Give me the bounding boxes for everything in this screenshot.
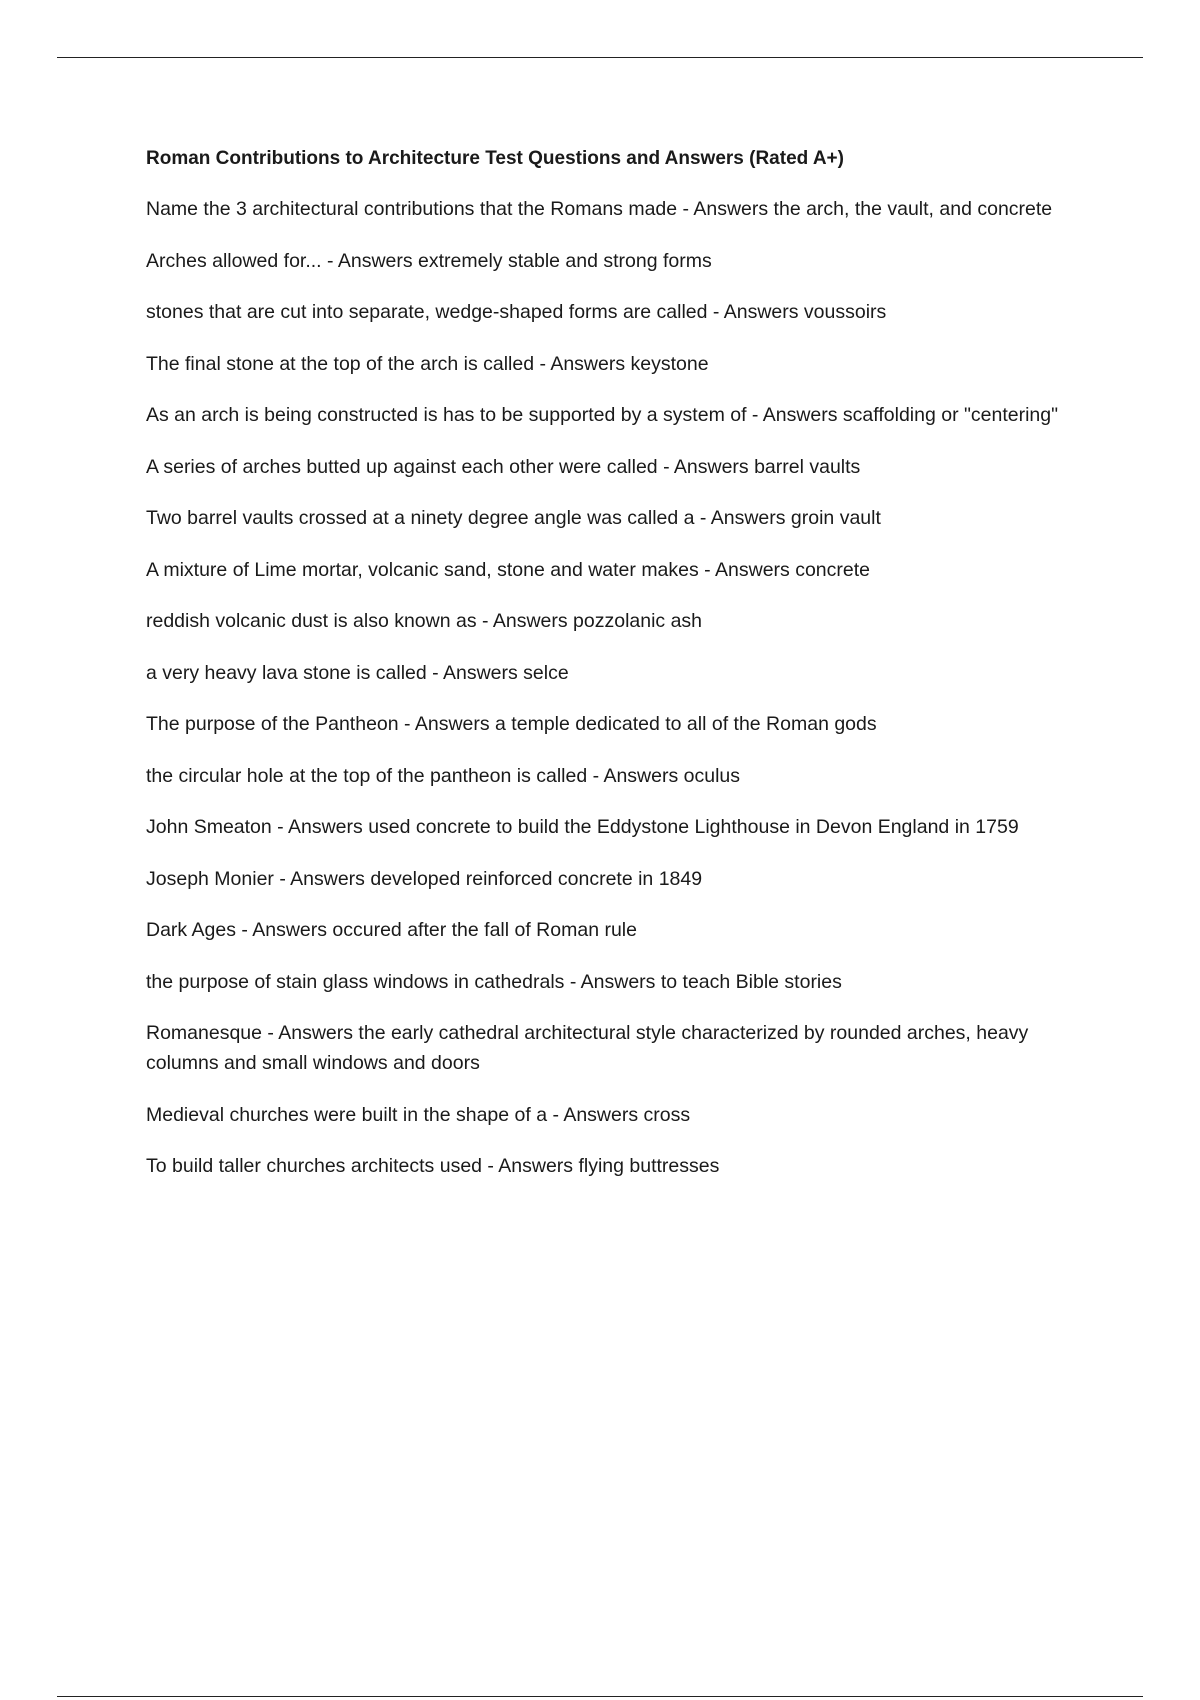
qa-item: Joseph Monier - Answers developed reinforced concrete in 1849 xyxy=(146,867,703,890)
qa-item: As an arch is being constructed is has to be supported by a system of - Answers scaffolding or "centering" xyxy=(146,404,1059,426)
qa-item: Romanesque - Answers the early cathedral architectural style characterized by rounded arches, heavy columns and small windows and doors xyxy=(146,1022,1029,1074)
qa-list xyxy=(146,194,1076,1181)
document-body xyxy=(146,144,1076,1203)
header-rule xyxy=(57,57,1143,58)
qa-item: a very heavy lava stone is called - Answers selce xyxy=(146,661,569,684)
qa-item: The purpose of the Pantheon - Answers a temple dedicated to all of the Roman gods xyxy=(146,713,877,735)
qa-item: the purpose of stain glass windows in cathedrals - Answers to teach Bible stories xyxy=(146,970,842,993)
qa-item: the circular hole at the top of the pantheon is called - Answers oculus xyxy=(146,764,741,787)
qa-item: stones that are cut into separate, wedge-shaped forms are called - Answers voussoirs xyxy=(146,301,887,323)
qa-item: Dark Ages - Answers occured after the fall of Roman rule xyxy=(146,919,637,941)
qa-item: To build taller churches architects used - Answers flying buttresses xyxy=(146,1155,720,1177)
qa-item: Medieval churches were built in the shape of a - Answers cross xyxy=(146,1103,691,1126)
qa-item: reddish volcanic dust is also known as - Answers pozzolanic ash xyxy=(146,610,703,632)
qa-item: John Smeaton - Answers used concrete to build the Eddystone Lighthouse in Devon England in 1759 xyxy=(146,816,1019,838)
qa-item: A series of arches butted up against each other were called - Answers barrel vaults xyxy=(146,455,861,478)
footer-rule xyxy=(57,1696,1143,1697)
qa-item: Arches allowed for... - Answers extremely stable and strong forms xyxy=(146,249,712,272)
qa-item: A mixture of Lime mortar, volcanic sand, stone and water makes - Answers concrete xyxy=(146,558,870,581)
document-title: Roman Contributions to Architecture Test Questions and Answers (Rated A+) xyxy=(146,148,844,169)
qa-item: Name the 3 architectural contributions that the Romans made - Answers the arch, the vault, and concrete xyxy=(146,198,1053,220)
qa-item: The final stone at the top of the arch is called - Answers keystone xyxy=(146,352,709,375)
qa-item: Two barrel vaults crossed at a ninety degree angle was called a - Answers groin vault xyxy=(146,507,881,529)
